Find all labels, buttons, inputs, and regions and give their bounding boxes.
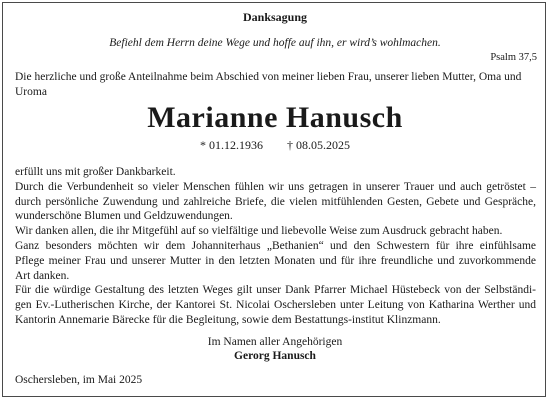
body-line: Wir danken allen, die ihr Mitgefühl auf so vielfältige und liebevolle Weise zum Ausdruck gebracht haben. bbox=[15, 225, 503, 238]
body-line: Art danken. bbox=[15, 269, 70, 282]
body-line: Pflege meiner Frau und unserer Mutter in den letzten Monaten und für ihre freundliche und zuvorkommende bbox=[15, 254, 536, 267]
body-line: erfüllt uns mit großer Dankbarkeit. bbox=[15, 166, 176, 178]
thanks-body bbox=[15, 165, 536, 328]
verse-reference: Psalm 37,5 bbox=[490, 52, 537, 63]
body-line: Durch die Verbundenheit so vieler Menschen fühlen wir uns getragen in unserer Trauer und auch getröstet – bbox=[15, 180, 536, 193]
body-line: Ganz besonders möchten wir dem Johanniterhaus „Bethanien“ und den Schwestern für ihre einfühlsame bbox=[15, 239, 536, 252]
body-line: wunderschöne Blumen und Geldzuwendungen. bbox=[15, 210, 233, 223]
body-line: gen Ev.-Lutherischen Kirche, der Kantorei St. Nicolai Oschersleben unter Leitung von Katharina Werther und bbox=[15, 299, 536, 312]
deceased-name: Marianne Hanusch bbox=[147, 101, 403, 134]
body-line: durch persönliche Zuwendung und zahlreiche Briefe, die vielen mitfühlenden Gesten, Gebete und Gespräche, bbox=[15, 195, 536, 208]
death-date: † 08.05.2025 bbox=[287, 138, 350, 152]
intro-paragraph: Die herzliche und große Anteilnahme beim Abschied von meiner lieben Frau, unserer lieben Mutter, Oma und Uroma bbox=[15, 71, 522, 98]
signature-prefix: Im Namen aller Angehörigen bbox=[207, 336, 343, 348]
place-and-date: Oschersleben, im Mai 2025 bbox=[15, 374, 143, 386]
bible-verse: Befiehl dem Herrn deine Wege und hoffe auf ihn, er wird’s wohlmachen. bbox=[109, 37, 441, 49]
birth-date: * 01.12.1936 bbox=[200, 138, 263, 152]
signature-name: Gerorg Hanusch bbox=[234, 350, 316, 362]
notice-heading: Danksagung bbox=[242, 10, 308, 24]
body-line: Für die würdige Gestaltung des letzten Weges gilt unser Dank Pfarrer Michael Hüstebeck von der Selbständi- bbox=[15, 284, 536, 297]
body-line: Kantorin Annemarie Bärecke für die Begleitung, sowie dem Bestattungs-institut Klinzmann. bbox=[15, 313, 441, 326]
